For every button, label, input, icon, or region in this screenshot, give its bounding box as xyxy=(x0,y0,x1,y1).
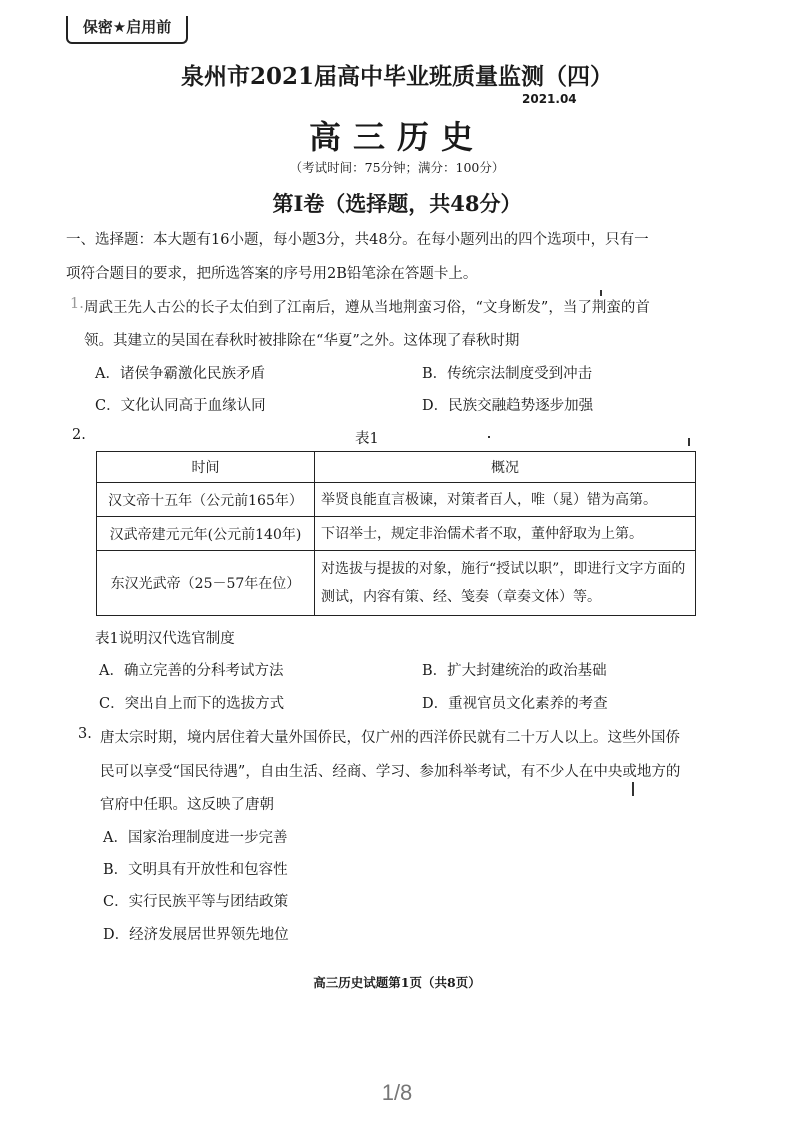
table-row xyxy=(97,551,696,616)
option-a: A．国家治理制度进一步完善 xyxy=(103,830,288,846)
page-indicator: 1/8 xyxy=(381,1080,413,1105)
table-cell-time: 东汉光武帝（25－57年在位） xyxy=(97,551,315,616)
question-number: 3. xyxy=(78,726,92,742)
option-a: A．诸侯争霸激化民族矛盾 xyxy=(95,366,265,382)
question-stem: 民可以享受“国民待遇”，自由生活、经商、学习、参加科举考试，有不少人在中央或地方的 xyxy=(100,764,681,780)
scan-speck xyxy=(600,290,602,296)
table-header: 概况 xyxy=(315,452,696,483)
table-row xyxy=(97,517,696,551)
part-title: 第I卷（选择题，共48分） xyxy=(272,191,522,216)
instructions-line: 一、选择题：本大题有16小题，每小题3分，共48分。在每小题列出的四个选项中，只有一 xyxy=(66,232,649,248)
page-footer: 高三历史试题第1页（共8页） xyxy=(313,975,481,990)
scan-speck xyxy=(488,436,490,438)
option-d: D．经济发展居世界领先地位 xyxy=(103,927,289,943)
table-header-row xyxy=(97,452,696,483)
table-1 xyxy=(96,451,696,616)
exam-title: 泉州市2021届高中毕业班质量监测（四） xyxy=(180,63,613,90)
table-cell-time: 汉文帝十五年（公元前165年） xyxy=(97,483,315,517)
table-cell-overview: 对选拔与提拔的对象，施行“授试以职”，即进行文字方面的测试，内容有策、经、笺奏（章奏文体）等。 xyxy=(315,551,696,616)
scan-speck xyxy=(632,782,634,796)
option-d: D．重视官员文化素养的考查 xyxy=(422,696,608,712)
table-cell-overview: 举贤良能直言极谏，对策者百人，唯（晁）错为高第。 xyxy=(315,483,696,517)
table-header: 时间 xyxy=(97,452,315,483)
table-caption: 表1 xyxy=(355,431,379,447)
question-number: 1. xyxy=(70,296,84,312)
option-b: B．扩大封建统治的政治基础 xyxy=(422,663,607,679)
question-stem: 周武王先人古公的长子太伯到了江南后，遵从当地荆蛮习俗，“文身断发”，当了荆蛮的首 xyxy=(84,300,650,316)
exam-info: （考试时间：75分钟；满分：100分） xyxy=(289,160,505,175)
confidential-stamp: 保密★启用前 xyxy=(66,16,188,44)
subject-title: 高三历史 xyxy=(308,118,485,156)
table-cell-overview: 下诏举士，规定非治儒术者不取，董仲舒取为上第。 xyxy=(315,517,696,551)
option-c: C．文化认同高于血缘认同 xyxy=(95,398,266,414)
option-d: D．民族交融趋势逐步加强 xyxy=(422,398,594,414)
exam-date: 2021.04 xyxy=(522,92,577,106)
option-b: B．文明具有开放性和包容性 xyxy=(103,862,288,878)
question-stem: 官府中任职。这反映了唐朝 xyxy=(100,797,274,813)
option-b: B．传统宗法制度受到冲击 xyxy=(422,366,593,382)
question-stem: 唐太宗时期，境内居住着大量外国侨民，仅广州的西洋侨民就有二十万人以上。这些外国侨 xyxy=(100,730,680,746)
question-stem: 领。其建立的吴国在春秋时被排除在“华夏”之外。这体现了春秋时期 xyxy=(84,333,520,349)
table-cell-time: 汉武帝建元元年(公元前140年) xyxy=(97,517,315,551)
option-c: C．突出自上而下的选拔方式 xyxy=(99,696,285,712)
option-a: A．确立完善的分科考试方法 xyxy=(99,663,284,679)
instructions-line: 项符合题目的要求，把所选答案的序号用2B铅笔涂在答题卡上。 xyxy=(66,266,478,282)
table-row xyxy=(97,483,696,517)
option-c: C．实行民族平等与团结政策 xyxy=(103,894,289,910)
question-stem: 表1说明汉代选官制度 xyxy=(95,631,235,647)
question-number: 2. xyxy=(72,427,86,443)
scan-speck xyxy=(688,438,690,446)
